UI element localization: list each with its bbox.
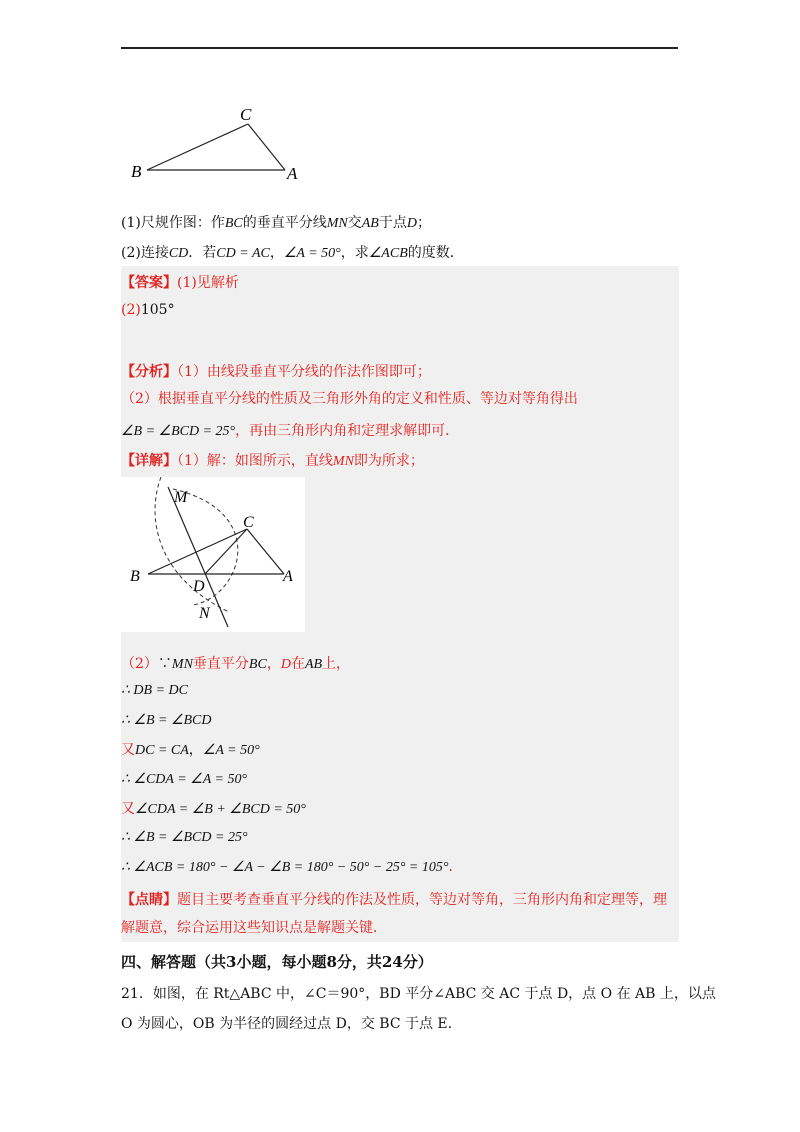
label-N: N <box>199 605 210 622</box>
answer-line-2: (2)105° <box>121 302 175 318</box>
solution-line-7: ∴ ∠ACB = 180° − ∠A − ∠B = 180° − 50° − 25° = 105°． <box>121 859 463 875</box>
comment-line-2: 解题意，综合运用这些知识点是解题关键． <box>121 920 387 936</box>
label-B: B <box>131 162 142 181</box>
solution-line-0: （2）∵MN垂直平分BC，D在AB上， <box>121 656 351 672</box>
analysis-line-3: ∠B = ∠BCD = 25°，再由三角形内角和定理求解即可． <box>121 423 460 439</box>
segment-CD <box>205 529 247 574</box>
label-B: B <box>130 568 140 585</box>
line-MN <box>168 487 228 627</box>
solution-line-2: ∴ ∠B = ∠BCD <box>121 713 212 728</box>
label-C: C <box>240 105 252 124</box>
label-D: D <box>193 578 205 595</box>
question-21-line-1: 21．如图，在 Rt△ABC 中，∠C＝90°，BD 平分∠ABC 交 AC 于点 D，点 O 在 AB 上，以点 <box>121 986 716 1002</box>
solution-line-5: 又∠CDA = ∠B + ∠BCD = 50° <box>121 801 306 817</box>
question-21-line-2: O 为圆心，OB 为半径的圆经过点 D，交 BC 于点 E. <box>121 1016 453 1032</box>
label-C: C <box>243 514 254 531</box>
segment-CA <box>248 124 285 170</box>
solution-line-1: ∴ DB = DC <box>121 683 188 698</box>
solution-line-3: 又DC = CA，∠A = 50° <box>121 742 260 758</box>
comment-line-1: 【点睛】题目主要考查垂直平分线的作法及性质，等边对等角，三角形内角和定理等，理 <box>121 892 667 908</box>
section-title: 四、解答题（共3小题，每小题8分，共24分） <box>121 953 433 971</box>
detail-line: 【详解】（1）解：如图所示，直线MN即为所求； <box>121 453 424 469</box>
question-2: (2)连接CD．若CD = AC，∠A = 50°，求∠ACB的度数． <box>121 245 464 261</box>
header-rule <box>121 47 678 49</box>
solution-line-4: ∴ ∠CDA = ∠A = 50° <box>121 772 248 787</box>
construction-figure <box>121 477 305 632</box>
segment-BC <box>148 529 247 574</box>
question-1: (1)尺规作图：作BC的垂直平分线MN交AB于点D； <box>121 215 431 231</box>
answer-line-1: 【答案】(1)见解析 <box>121 275 239 291</box>
analysis-line-1: 【分析】（1）由线段垂直平分线的作法作图即可； <box>121 364 431 380</box>
label-A: A <box>283 568 293 585</box>
analysis-line-2: （2）根据垂直平分线的性质及三角形外角的定义和性质、等边对等角得出 <box>121 391 578 407</box>
segment-BC <box>147 124 248 170</box>
segment-CA <box>247 529 284 574</box>
arc-right <box>173 489 238 605</box>
label-A: A <box>287 164 298 183</box>
triangle-figure <box>125 100 305 185</box>
label-M: M <box>174 489 188 506</box>
solution-line-6: ∴ ∠B = ∠BCD = 25° <box>121 830 248 845</box>
